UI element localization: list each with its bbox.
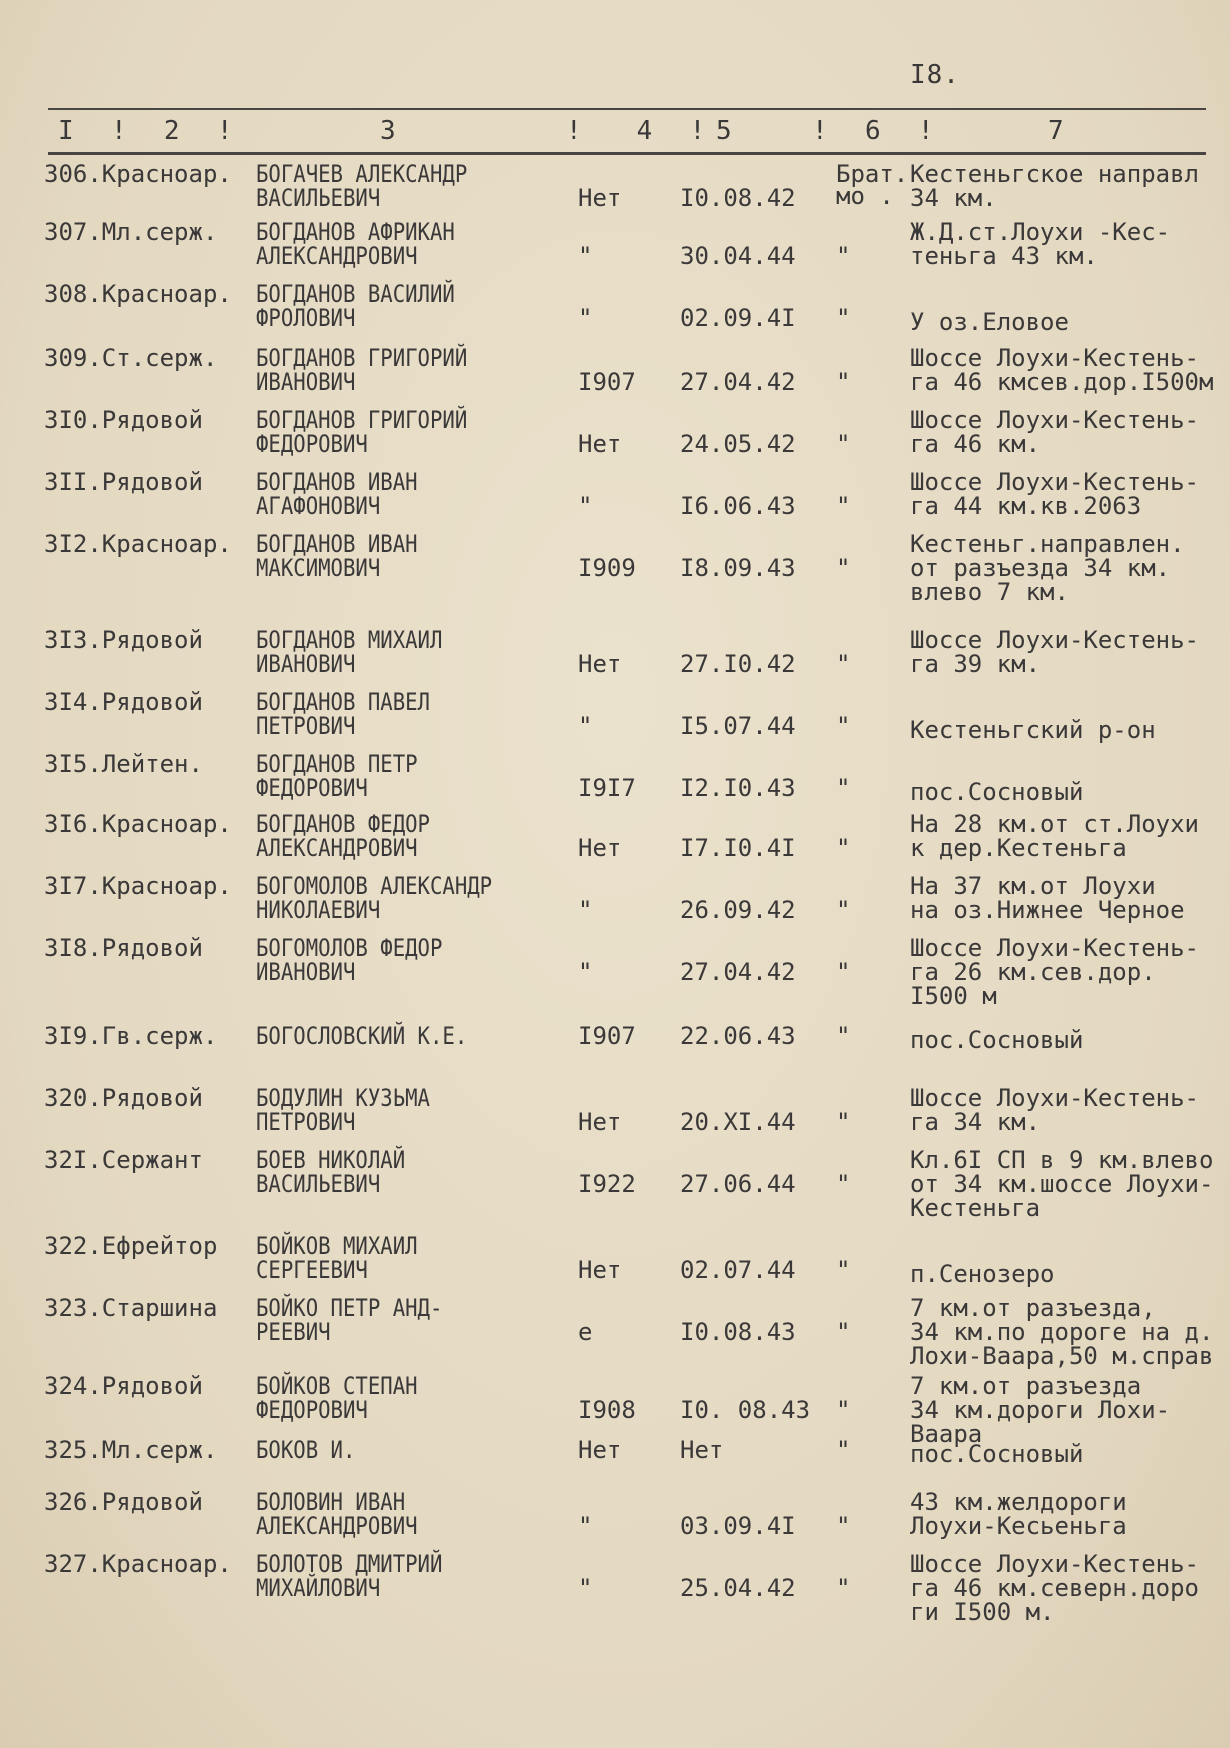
record-birth-year: " [578, 242, 593, 270]
record-death-date: 24.05.42 [680, 430, 796, 458]
record-burial-place: Шоссе Лоухи-Кестень- [910, 468, 1199, 496]
record-death-date: 25.04.42 [680, 1574, 796, 1602]
record-name: БОГДАНОВ ИВАН [256, 530, 418, 558]
record-death-date: I8.09.43 [680, 554, 796, 582]
record-number-rank: 3I6.Красноар. [44, 810, 232, 838]
header-col-4: ! 4 ! [566, 116, 708, 146]
record-number-rank: 3I8.Рядовой [44, 934, 203, 962]
record-burial-type: Брат. [836, 160, 909, 188]
record-birth-year: Нет [578, 834, 622, 862]
record-death-date: 27.06.44 [680, 1170, 796, 1198]
record-number-rank: 309.Ст.серж. [44, 344, 218, 372]
record-patronymic: МИХАЙЛОВИЧ [256, 1574, 381, 1602]
record-burial-type: " [836, 1574, 851, 1602]
record-burial-type: " [836, 304, 851, 332]
record-burial-place: Кестеньга [910, 1194, 1041, 1222]
record-death-date: I7.I0.4I [680, 834, 796, 862]
record-birth-year: " [578, 1574, 593, 1602]
record-burial-place: влево 7 км. [910, 578, 1069, 606]
record-death-date: 02.09.4I [680, 304, 796, 332]
record-burial-type: " [836, 712, 851, 740]
header-col-5: 5 [716, 116, 734, 146]
header-bottom-rule [48, 152, 1206, 155]
record-burial-type: " [836, 1512, 851, 1540]
record-birth-year: Нет [578, 430, 622, 458]
record-patronymic: ФЕДОРОВИЧ [256, 774, 368, 802]
record-burial-type: " [836, 242, 851, 270]
record-name: БОГОСЛОВСКИЙ К.Е. [256, 1022, 468, 1050]
record-burial-place: Шоссе Лоухи-Кестень- [910, 626, 1199, 654]
record-number-rank: 308.Красноар. [44, 280, 232, 308]
record-patronymic: ИВАНОВИЧ [256, 368, 356, 396]
record-number-rank: 3I3.Рядовой [44, 626, 203, 654]
record-number-rank: 325.Мл.серж. [44, 1436, 218, 1464]
record-burial-place: 7 км.от разъезда [910, 1372, 1142, 1400]
record-death-date: I2.I0.43 [680, 774, 796, 802]
record-burial-place: Шоссе Лоухи-Кестень- [910, 344, 1199, 372]
record-number-rank: 3I0.Рядовой [44, 406, 203, 434]
record-name: БОГДАНОВ ГРИГОРИЙ [256, 344, 468, 372]
record-patronymic: ПЕТРОВИЧ [256, 1108, 356, 1136]
record-burial-place: Лоухи-Кесьеньга [910, 1512, 1127, 1540]
record-patronymic: НИКОЛАЕВИЧ [256, 896, 381, 924]
record-patronymic: АЛЕКСАНДРОВИЧ [256, 242, 418, 270]
record-name: БОГОМОЛОВ ФЕДОР [256, 934, 443, 962]
record-burial-place: На 37 км.от Лоухи [910, 872, 1156, 900]
record-burial-place: га 26 км.сев.дор. [910, 958, 1156, 986]
record-number-rank: 3II.Рядовой [44, 468, 203, 496]
record-number-rank: 3I5.Лейтен. [44, 750, 203, 778]
record-burial-type: " [836, 554, 851, 582]
record-burial-type: " [836, 1396, 851, 1424]
record-birth-year: " [578, 712, 593, 740]
record-name: БОКОВ И. [256, 1436, 356, 1464]
record-burial-place: 34 км.дороги Лохи- [910, 1396, 1171, 1424]
record-number-rank: 320.Рядовой [44, 1084, 203, 1112]
record-burial-type: " [836, 492, 851, 520]
record-burial-place: I500 м [910, 982, 997, 1010]
record-number-rank: 32I.Сержант [44, 1146, 203, 1174]
record-death-date: 26.09.42 [680, 896, 796, 924]
record-burial-place: Шоссе Лоухи-Кестень- [910, 406, 1199, 434]
record-burial-type: " [836, 774, 851, 802]
record-burial-place: от 34 км.шоссе Лоухи- [910, 1170, 1214, 1198]
record-birth-year: " [578, 304, 593, 332]
record-death-date: Нет [680, 1436, 724, 1464]
record-death-date: I0. 08.43 [680, 1396, 811, 1424]
record-burial-place: на оз.Нижнее Черное [910, 896, 1185, 924]
header-col-6: ! 6 ! [812, 116, 936, 146]
record-burial-type: " [836, 1108, 851, 1136]
record-name: БОДУЛИН КУЗЬМА [256, 1084, 430, 1112]
record-number-rank: 3I7.Красноар. [44, 872, 232, 900]
record-name: БОЙКО ПЕТР АНД- [256, 1294, 443, 1322]
record-death-date: 30.04.44 [680, 242, 796, 270]
record-number-rank: 326.Рядовой [44, 1488, 203, 1516]
record-patronymic: АЛЕКСАНДРОВИЧ [256, 834, 418, 862]
record-birth-year: I9I7 [578, 774, 636, 802]
record-number-rank: 306.Красноар. [44, 160, 232, 188]
record-patronymic: ФРОЛОВИЧ [256, 304, 356, 332]
record-burial-place: п.Сенозеро [910, 1260, 1055, 1288]
record-burial-type: " [836, 1170, 851, 1198]
record-burial-place: 43 км.желдороги [910, 1488, 1127, 1516]
record-burial-place: теньга 43 км. [910, 242, 1098, 270]
record-patronymic: АГАФОНОВИЧ [256, 492, 381, 520]
record-number-rank: 323.Старшина [44, 1294, 218, 1322]
record-burial-type: " [836, 650, 851, 678]
record-burial-place: ги I500 м. [910, 1598, 1055, 1626]
record-burial-place: У оз.Еловое [910, 308, 1069, 336]
record-burial-type: " [836, 1256, 851, 1284]
record-birth-year: Нет [578, 184, 622, 212]
record-patronymic: ИВАНОВИЧ [256, 650, 356, 678]
record-name: БОЙКОВ МИХАИЛ [256, 1232, 418, 1260]
record-burial-place: пос.Сосновый [910, 1026, 1084, 1054]
record-number-rank: 322.Ефрейтор [44, 1232, 218, 1260]
record-name: БОЛОВИН ИВАН [256, 1488, 406, 1516]
page-number: I8. [910, 60, 960, 90]
record-burial-place: га 46 км. [910, 430, 1041, 458]
record-patronymic: ФЕДОРОВИЧ [256, 430, 368, 458]
record-burial-place: На 28 км.от ст.Лоухи [910, 810, 1199, 838]
header-col-1-2: I ! 2 ! [58, 116, 235, 146]
record-number-rank: 3I2.Красноар. [44, 530, 232, 558]
record-burial-type: " [836, 1436, 851, 1464]
record-burial-place: Кл.6I СП в 9 км.влево [910, 1146, 1214, 1174]
record-burial-place: Ж.Д.ст.Лоухи -Кес- [910, 218, 1171, 246]
record-patronymic: ПЕТРОВИЧ [256, 712, 356, 740]
record-patronymic: АЛЕКСАНДРОВИЧ [256, 1512, 418, 1540]
record-burial-place: га 46 км.северн.доро [910, 1574, 1199, 1602]
record-patronymic: РЕЕВИЧ [256, 1318, 331, 1346]
record-patronymic: ВАСИЛЬЕВИЧ [256, 184, 381, 212]
record-burial-place: пос.Сосновый [910, 778, 1084, 806]
record-death-date: 02.07.44 [680, 1256, 796, 1284]
record-birth-year: Нет [578, 650, 622, 678]
record-birth-year: I922 [578, 1170, 636, 1198]
record-burial-place: га 39 км. [910, 650, 1041, 678]
record-death-date: 27.04.42 [680, 368, 796, 396]
record-burial-type: " [836, 430, 851, 458]
header-col-3: 3 [380, 116, 398, 146]
record-burial-type: " [836, 1022, 851, 1050]
record-burial-type: " [836, 834, 851, 862]
record-name: БОГДАНОВ ГРИГОРИЙ [256, 406, 468, 434]
record-number-rank: 324.Рядовой [44, 1372, 203, 1400]
record-patronymic: МАКСИМОВИЧ [256, 554, 381, 582]
record-burial-type: " [836, 368, 851, 396]
record-burial-place: к дер.Кестеньга [910, 834, 1127, 862]
record-name: БОГДАНОВ МИХАИЛ [256, 626, 443, 654]
record-burial-place: Шоссе Лоухи-Кестень- [910, 1550, 1199, 1578]
record-name: БОЛОТОВ ДМИТРИЙ [256, 1550, 443, 1578]
record-burial-place: га 46 кмсев.дор.I500м [910, 368, 1214, 396]
record-name: БОГДАНОВ ПАВЕЛ [256, 688, 430, 716]
record-birth-year: Нет [578, 1108, 622, 1136]
record-burial-type: " [836, 896, 851, 924]
record-birth-year: I907 [578, 1022, 636, 1050]
record-burial-type: " [836, 958, 851, 986]
record-death-date: 27.04.42 [680, 958, 796, 986]
header-col-7: 7 [1048, 116, 1066, 146]
record-burial-place: 34 км.по дороге на д. [910, 1318, 1214, 1346]
record-burial-place: Лохи-Ваара,50 м.справ [910, 1342, 1214, 1370]
record-burial-place: Ваара [910, 1420, 983, 1448]
record-death-date: I5.07.44 [680, 712, 796, 740]
record-burial-place: Кестеньгский р-он [910, 716, 1156, 744]
record-name: БОЕВ НИКОЛАЙ [256, 1146, 406, 1174]
record-patronymic: ВАСИЛЬЕВИЧ [256, 1170, 381, 1198]
record-burial-place: Шоссе Лоухи-Кестень- [910, 1084, 1199, 1112]
record-death-date: 27.I0.42 [680, 650, 796, 678]
record-burial-type: " [836, 1318, 851, 1346]
record-burial-place: Кестеньг.направлен. [910, 530, 1185, 558]
record-birth-year: Нет [578, 1436, 622, 1464]
record-burial-place: га 44 км.кв.2063 [910, 492, 1142, 520]
record-burial-place: Шоссе Лоухи-Кестень- [910, 934, 1199, 962]
record-name: БОГДАНОВ АФРИКАН [256, 218, 455, 246]
record-burial-place: пос.Сосновый [910, 1440, 1084, 1468]
record-death-date: 22.06.43 [680, 1022, 796, 1050]
record-birth-year: " [578, 1512, 593, 1540]
record-birth-year: Нет [578, 1256, 622, 1284]
record-birth-year: " [578, 958, 593, 986]
record-patronymic: ФЕДОРОВИЧ [256, 1396, 368, 1424]
record-burial-place: га 34 км. [910, 1108, 1041, 1136]
record-name: БОГАЧЕВ АЛЕКСАНДР [256, 160, 468, 188]
record-number-rank: 327.Красноар. [44, 1550, 232, 1578]
record-name: БОЙКОВ СТЕПАН [256, 1372, 418, 1400]
record-number-rank: 3I9.Гв.серж. [44, 1022, 218, 1050]
record-burial-place: 34 км. [910, 184, 997, 212]
record-death-date: 03.09.4I [680, 1512, 796, 1540]
record-burial-place: 7 км.от разъезда, [910, 1294, 1156, 1322]
record-death-date: 20.XI.44 [680, 1108, 796, 1136]
record-name: БОГОМОЛОВ АЛЕКСАНДР [256, 872, 493, 900]
record-birth-year: е [578, 1318, 593, 1346]
record-name: БОГДАНОВ ВАСИЛИЙ [256, 280, 455, 308]
record-name: БОГДАНОВ ИВАН [256, 468, 418, 496]
record-birth-year: I908 [578, 1396, 636, 1424]
record-birth-year: " [578, 896, 593, 924]
record-number-rank: 3I4.Рядовой [44, 688, 203, 716]
record-birth-year: I909 [578, 554, 636, 582]
record-burial-place: Кестеньгское направл [910, 160, 1199, 188]
record-death-date: I0.08.43 [680, 1318, 796, 1346]
record-birth-year: I907 [578, 368, 636, 396]
record-number-rank: 307.Мл.серж. [44, 218, 218, 246]
header-top-rule [48, 108, 1206, 110]
record-patronymic: ИВАНОВИЧ [256, 958, 356, 986]
record-name: БОГДАНОВ ПЕТР [256, 750, 418, 778]
record-burial-type-cont: мо . [836, 182, 894, 210]
record-birth-year: " [578, 492, 593, 520]
record-patronymic: СЕРГЕЕВИЧ [256, 1256, 368, 1284]
record-death-date: I6.06.43 [680, 492, 796, 520]
record-burial-place: от разъезда 34 км. [910, 554, 1171, 582]
record-name: БОГДАНОВ ФЕДОР [256, 810, 430, 838]
record-death-date: I0.08.42 [680, 184, 796, 212]
